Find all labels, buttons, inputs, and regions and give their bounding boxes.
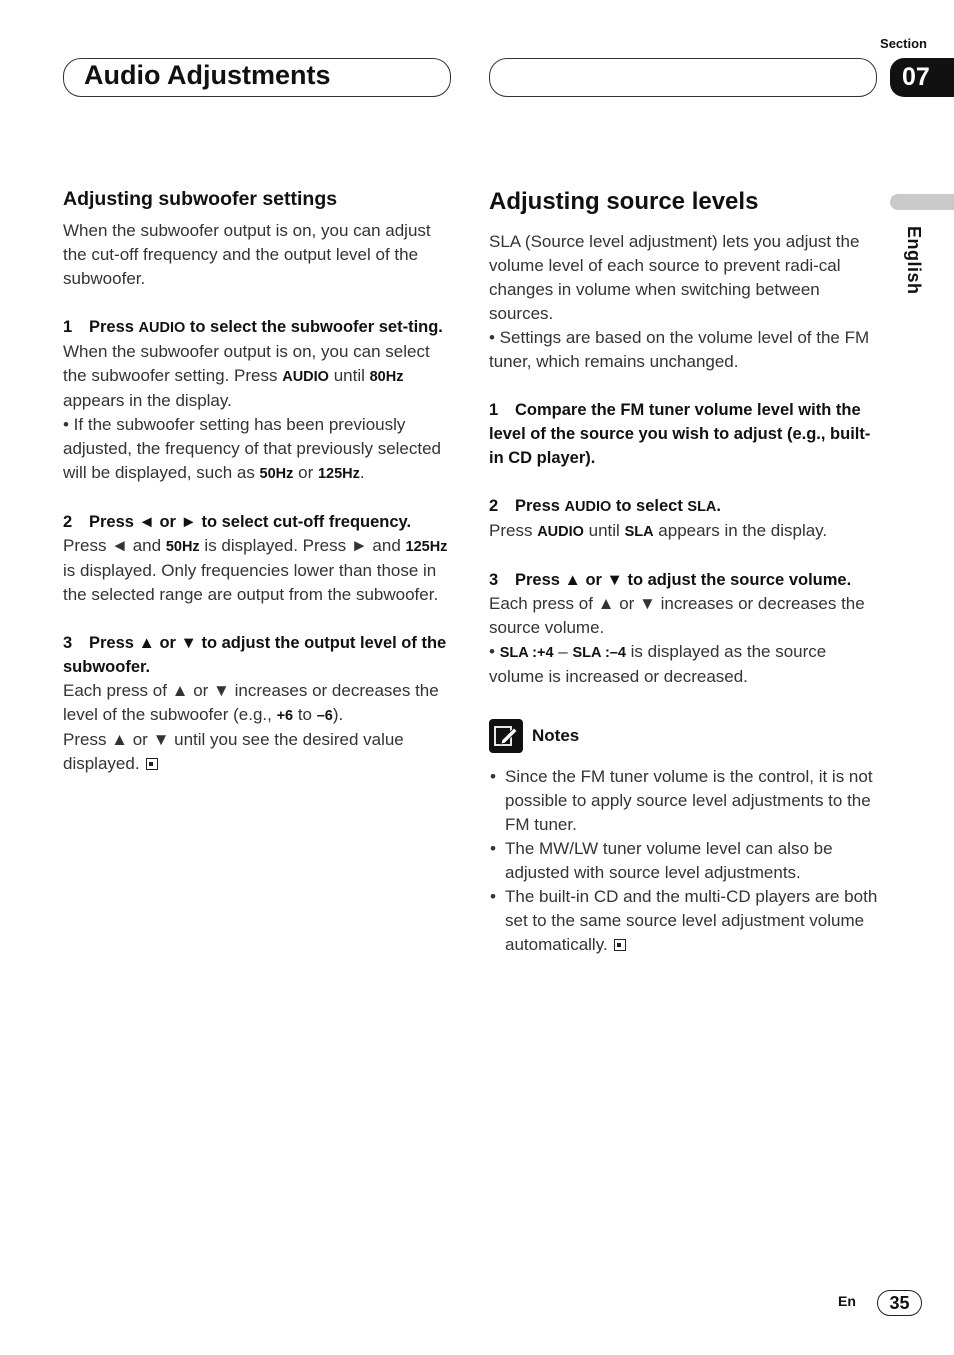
- subwoofer-step-3-text-2: Press ▲ or ▼ until you see the desired value displayed.: [63, 730, 404, 773]
- section-label: Section: [880, 36, 927, 51]
- left-column: [63, 188, 453, 776]
- source-levels-heading: Adjusting source levels: [489, 188, 759, 215]
- pencil-note-icon: [489, 719, 523, 753]
- note-item: • The MW/LW tuner volume level can also be adjusted with source level adjustments.: [489, 837, 879, 885]
- end-mark-icon: [146, 758, 158, 770]
- subwoofer-step-1-text: When the subwoofer output is on, you can select the subwoofer setting. Press AUDIO until 80Hz appears in the display.: [63, 342, 430, 410]
- subwoofer-heading: Adjusting subwoofer settings: [63, 188, 338, 210]
- source-step-3: 3 Press ▲ or ▼ to adjust the source volume.: [489, 571, 852, 589]
- note-item: • The built-in CD and the multi-CD players are both set to the same source level adjustment volume automatically.: [489, 885, 879, 957]
- language-tab-marker: [890, 194, 954, 210]
- right-column: [489, 188, 879, 957]
- subwoofer-step-2-text: Press ◄ and 50Hz is displayed. Press ► and 125Hz is displayed. Only frequencies lower than those in the selected range are output from the subwoofer.: [63, 536, 448, 604]
- source-step-2-text: Press AUDIO until SLA appears in the display.: [489, 521, 828, 540]
- chapter-title: Audio Adjustments: [84, 60, 331, 90]
- subwoofer-step-1: 1 Press AUDIO to select the subwoofer set-ting.: [63, 318, 443, 336]
- footer-language-code: En: [838, 1293, 856, 1309]
- source-step-2: 2 Press AUDIO to select SLA.: [489, 497, 721, 515]
- source-levels-intro: SLA (Source level adjustment) lets you adjust the volume level of each source to prevent radi-cal changes in volume when switching between sources.: [489, 232, 860, 323]
- notes-list: [489, 765, 879, 957]
- note-item: • Since the FM tuner volume is the control, it is not possible to apply source level adjustments to the FM tuner.: [489, 765, 879, 837]
- subwoofer-step-1-bullet: • If the subwoofer setting has been previously adjusted, the frequency of that previously selected will be displayed, such as 50Hz or 125Hz.: [63, 415, 442, 482]
- source-step-3-bullet: • SLA :+4 – SLA :–4 is displayed as the source volume is increased or decreased.: [489, 642, 827, 686]
- section-number-tab: 07: [890, 58, 954, 97]
- source-step-3-text: Each press of ▲ or ▼ increases or decreases the source volume.: [489, 594, 865, 637]
- subwoofer-step-2: 2 Press ◄ or ► to select cut-off frequency.: [63, 513, 412, 531]
- header-blank-frame: [489, 58, 877, 97]
- source-levels-intro-bullet: • Settings are based on the volume level of the FM tuner, which remains unchanged.: [489, 328, 870, 371]
- notes-title: Notes: [532, 726, 580, 745]
- subwoofer-step-3-text: Each press of ▲ or ▼ increases or decreases the level of the subwoofer (e.g., +6 to –6).: [63, 681, 439, 724]
- notes-header: [489, 719, 879, 753]
- subwoofer-step-3: 3 Press ▲ or ▼ to adjust the output level of the subwoofer.: [63, 634, 447, 676]
- page-number: 35: [877, 1290, 922, 1316]
- end-mark-icon: [614, 939, 626, 951]
- subwoofer-intro: When the subwoofer output is on, you can adjust the cut-off frequency and the output level of the subwoofer.: [63, 221, 431, 288]
- source-step-1: 1 Compare the FM tuner volume level with the level of the source you wish to adjust (e.g., built-in CD player).: [489, 401, 871, 467]
- language-label: English: [904, 226, 924, 295]
